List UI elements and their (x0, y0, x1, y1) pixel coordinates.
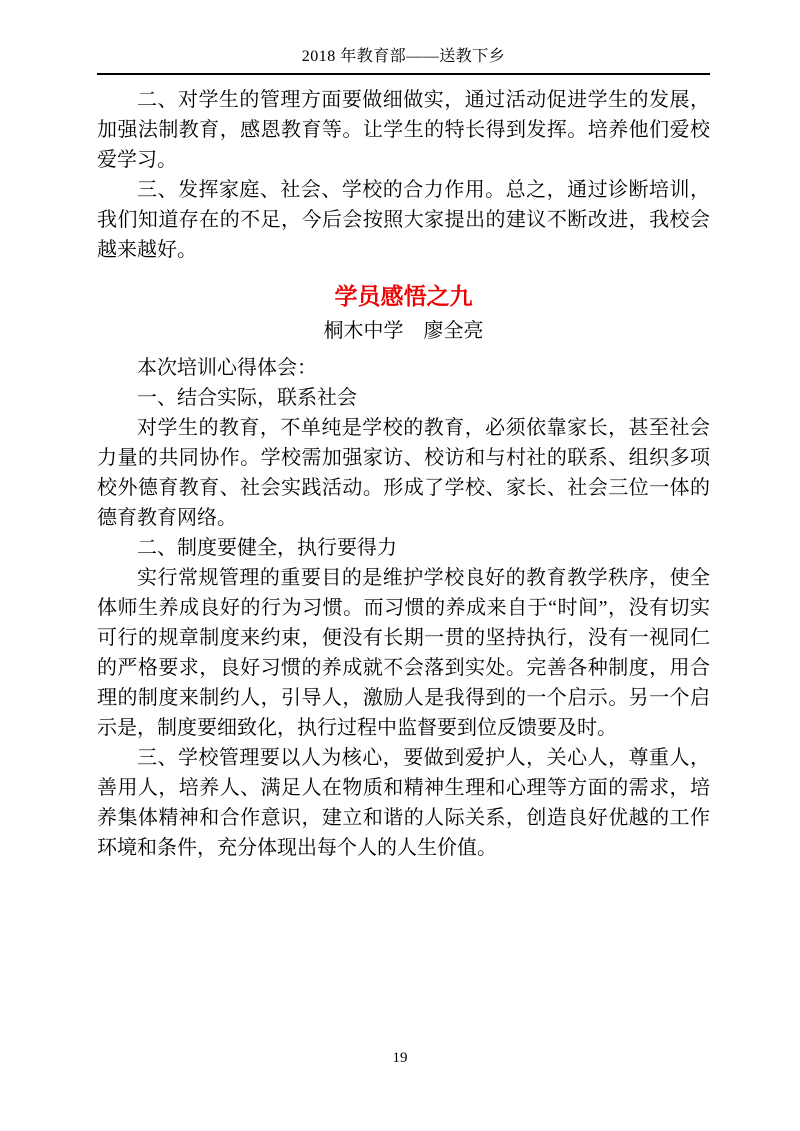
page-footer (0, 1049, 800, 1067)
header-title: 2018 年教育部——送教下乡 (301, 48, 506, 65)
body-paragraph: 本次培训心得体会： (137, 357, 317, 379)
body-paragraph: 对学生的教育，不单纯是学校的教育，必须依靠家长，甚至社会力量的共同协作。学校需加强家访、校访和与村社的联系、组织多项校外德育教育、社会实践活动。形成了学校、家长、社会三位一体的德育教育网络。 (97, 417, 710, 529)
page-header (97, 46, 710, 75)
body-paragraph: 一、结合实际，联系社会 (137, 387, 357, 409)
body-paragraph: 二、制度要健全，执行要得力 (137, 537, 397, 559)
body-paragraph: 三、学校管理要以人为核心，要做到爱护人，关心人，尊重人，善用人，培养人、满足人在物质和精神生理和心理等方面的需求，培养集体精神和合作意识，建立和谐的人际关系，创造良好优越的工作环境和条件，充分体现出每个人的人生价值。 (97, 747, 710, 859)
page-number: 19 (392, 1050, 408, 1066)
section-title: 学员感悟之九 (334, 284, 473, 309)
intro-paragraph: 三、发挥家庭、社会、学校的合力作用。总之，通过诊断培训，我们知道存在的不足，今后会按照大家提出的建议不断改进，我校会越来越好。 (97, 179, 710, 261)
body-paragraph: 实行常规管理的重要目的是维护学校良好的教育教学秩序，使全体师生养成良好的行为习惯。而习惯的养成来自于“时间”，没有切实可行的规章制度来约束，便没有长期一贯的坚持执行，没有一视同仁的严格要求，良好习惯的养成就不会落到实处。完善各种制度，用合理的制度来制约人，引导人，激励人是我得到的一个启示。另一个启示是，制度要细致化，执行过程中监督要到位反馈要及时。 (97, 567, 710, 739)
intro-paragraph: 二、对学生的管理方面要做细做实，通过活动促进学生的发展，加强法制教育，感恩教育等。让学生的特长得到发挥。培养他们爱校爱学习。 (97, 89, 710, 171)
document-body (97, 85, 710, 863)
section-byline: 桐木中学 廖全亮 (323, 320, 484, 342)
